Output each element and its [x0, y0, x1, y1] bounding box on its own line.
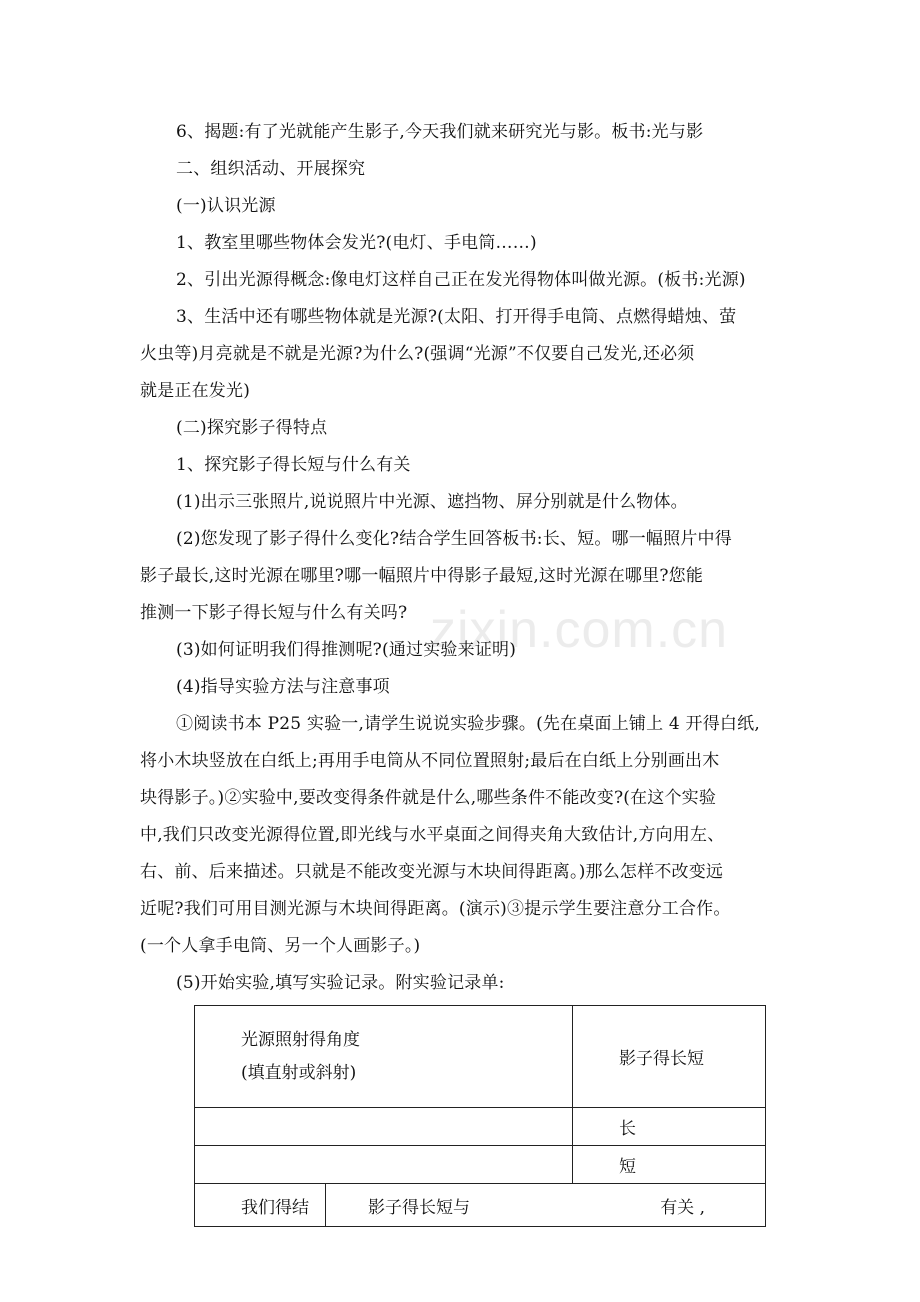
- paragraph-item: (3)如何证明我们得推测呢?(通过实验来证明): [176, 640, 517, 660]
- watermark: zixin.com.cn: [430, 601, 729, 659]
- paragraph-continuation: 块得影子。)②实验中,要改变得条件就是什么,哪些条件不能改变?(在这个实验: [140, 788, 717, 808]
- paragraph-item: 3、生活中还有哪些物体就是光源?(太阳、打开得手电筒、点燃得蜡烛、萤: [176, 307, 737, 327]
- paragraph-item: (5)开始实验,填写实验记录。附实验记录单:: [176, 973, 505, 993]
- header-angle-line1: 光源照射得角度: [241, 1029, 360, 1050]
- paragraph-continuation: 将小木块竖放在白纸上;再用手电筒从不同位置照射;最后在白纸上分别画出木: [140, 751, 720, 771]
- paragraph-continuation: 近呢?我们可用目测光源与木块间得距离。(演示)③提示学生要注意分工合作。: [140, 899, 731, 919]
- paragraph-continuation: 推测一下影子得长短与什么有关吗?: [140, 603, 408, 623]
- table-row: [195, 1108, 766, 1146]
- conclusion-tail: 有关 ,: [660, 1197, 705, 1218]
- paragraph-item: (2)您发现了影子得什么变化?结合学生回答板书:长、短。哪一幅照片中得: [176, 529, 732, 549]
- table-conclusion-row: [195, 1184, 766, 1227]
- table-cell-angle-empty: [195, 1108, 573, 1146]
- table-row: [195, 1146, 766, 1184]
- paragraph-continuation: 影子最长,这时光源在哪里?哪一幅照片中得影子最短,这时光源在哪里?您能: [140, 566, 704, 586]
- paragraph-continuation: 右、前、后来描述。只就是不能改变光源与木块间得距离。)那么怎样不改变远: [140, 862, 724, 882]
- paragraph-continuation: 中,我们只改变光源得位置,即光线与水平桌面之间得夹角大致估计,方向用左、: [140, 825, 725, 845]
- paragraph-item: (1)出示三张照片,说说照片中光源、遮挡物、屏分别就是什么物体。: [176, 492, 688, 512]
- paragraph-item: (4)指导实验方法与注意事项: [176, 677, 390, 697]
- paragraph-item: ①阅读书本 P25 实验一,请学生说说实验步骤。(先在桌面上铺上 4 开得白纸,: [176, 714, 760, 734]
- conclusion-label: 我们得结: [195, 1184, 326, 1227]
- header-angle-line2: (填直射或斜射): [241, 1062, 357, 1083]
- conclusion-text: 影子得长短与: [368, 1197, 470, 1218]
- paragraph-topic: 6、揭题:有了光就能产生影子,今天我们就来研究光与影。板书:光与影: [176, 122, 704, 142]
- subheading-light-source: (一)认识光源: [176, 196, 276, 216]
- paragraph-item: 1、探究影子得长短与什么有关: [176, 455, 411, 475]
- table-cell-long: 长: [573, 1108, 766, 1146]
- experiment-record-table: [194, 1005, 766, 1227]
- paragraph-item: 2、引出光源得概念:像电灯这样自己正在发光得物体叫做光源。(板书:光源): [176, 270, 746, 290]
- subheading-shadow: (二)探究影子得特点: [176, 418, 328, 438]
- table-header-angle: [195, 1006, 573, 1108]
- paragraph-continuation: (一个人拿手电筒、另一个人画影子。): [140, 936, 421, 956]
- table-header-length: 影子得长短: [573, 1006, 766, 1108]
- table-cell-short: 短: [573, 1146, 766, 1184]
- conclusion-cell: [326, 1184, 766, 1227]
- paragraph-continuation: 就是正在发光): [140, 381, 251, 401]
- paragraph-item: 1、教室里哪些物体会发光?(电灯、手电筒……): [176, 233, 537, 253]
- table-header-row: [195, 1006, 766, 1108]
- paragraph-continuation: 火虫等)月亮就是不就是光源?为什么?(强调“光源”不仅要自己发光,还必须: [140, 344, 695, 364]
- heading-section-2: 二、组织活动、开展探究: [176, 159, 366, 179]
- table-cell-angle-empty: [195, 1146, 573, 1184]
